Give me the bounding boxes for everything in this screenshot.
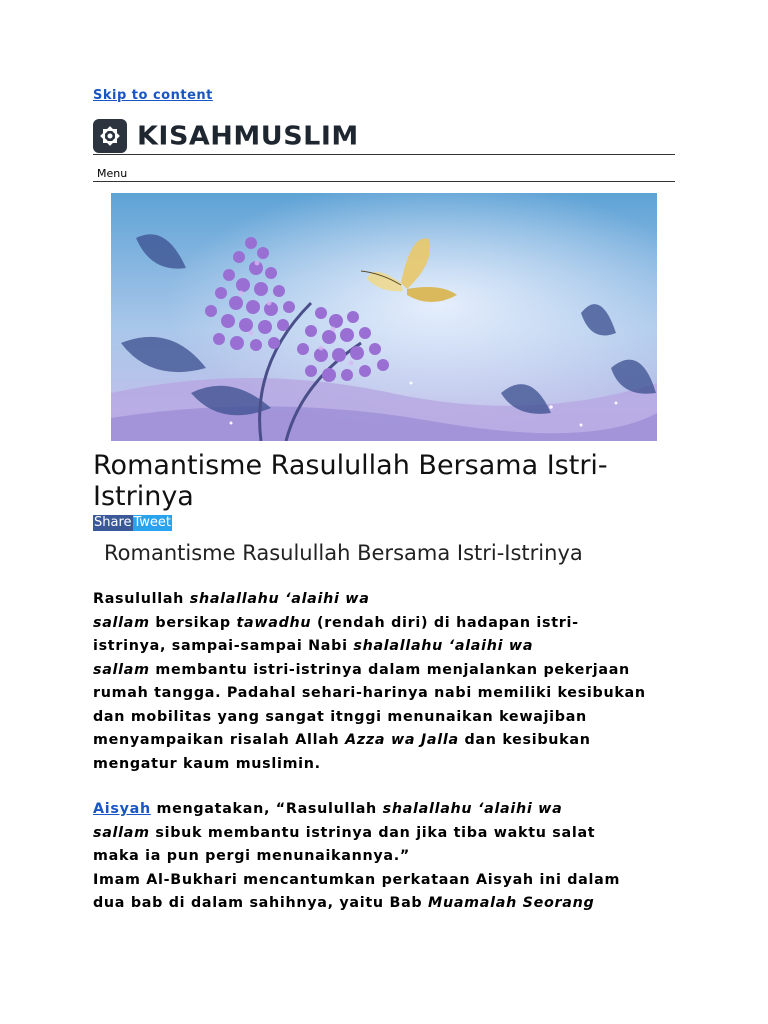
hero-image (111, 193, 657, 441)
header-divider (93, 154, 675, 155)
logo-text: KISAHMUSLIM (137, 121, 359, 151)
star-ornament-icon (93, 119, 127, 153)
skip-to-content-link[interactable]: Skip to content (93, 88, 213, 103)
social-share-row (93, 515, 172, 531)
article-paragraph-1: Rasulullah shalallahu ‘alaihi wa sallam bersikap tawadhu (rendah diri) di hadapan istri- istrinya, sampai-sampai Nabi shalallahu ‘alaihi wa sallam membantu istri-istrinya dalam menjalankan pekerjaan rumah tangga. Padahal sehari-harinya nabi memiliki kesibukan dan mobilitas yang sangat itnggi menunaikan kewajiban menyampaikan risalah Allah Azza wa Jalla dan kesibukan mengatur kaum muslimin. (93, 591, 646, 772)
menu-divider (93, 181, 675, 182)
tweet-button[interactable]: Tweet (133, 515, 172, 530)
menu-toggle[interactable]: Menu (97, 167, 128, 180)
site-logo[interactable] (93, 118, 359, 154)
article-title: Romantisme Rasulullah Bersama Istri-Istrinya (93, 450, 608, 512)
article-subtitle: Romantisme Rasulullah Bersama Istri-Istrinya (104, 541, 583, 565)
facebook-share-button[interactable]: Share (94, 515, 132, 530)
article-paragraph-2: Aisyah mengatakan, “Rasulullah shalallahu ‘alaihi wa sallam sibuk membantu istrinya dan jika tiba waktu salat maka ia pun pergi menunaikannya.” Imam Al-Bukhari mencantumkan perkataan Aisyah ini dalam dua bab di dalam sahihnya, yaitu Bab Muamalah Seorang (93, 801, 621, 911)
aisyah-link[interactable]: Aisyah (93, 801, 151, 817)
